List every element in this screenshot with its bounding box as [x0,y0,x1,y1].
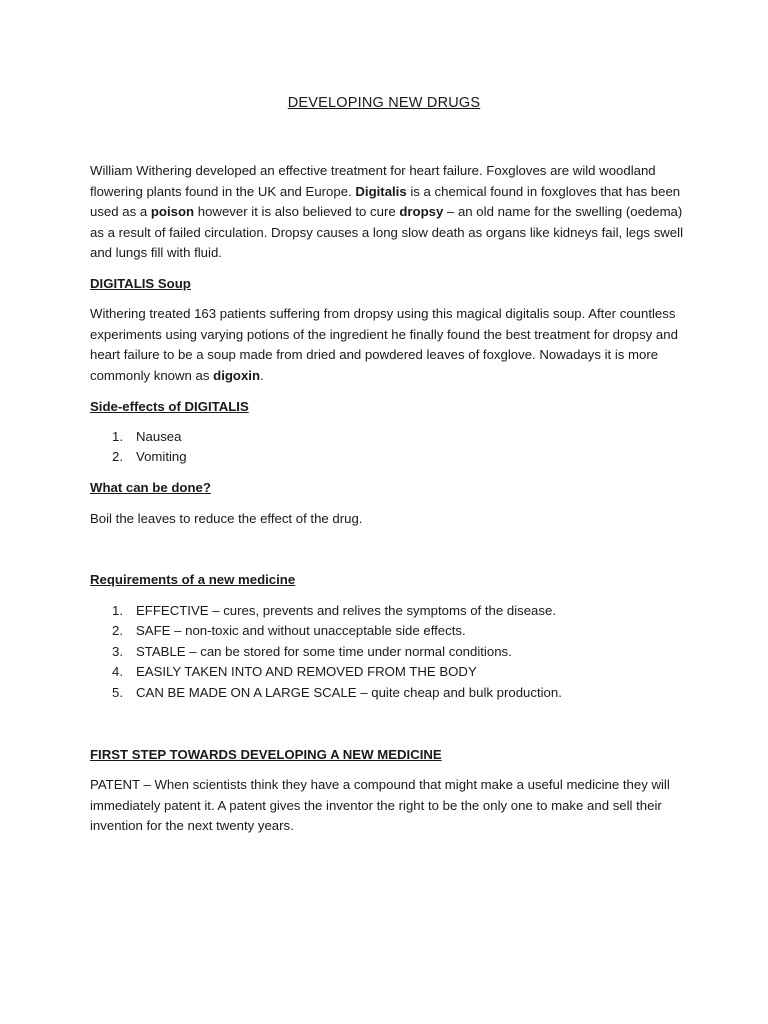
list-number: 3. [112,643,123,659]
list-text: EFFECTIVE – cures, prevents and relives the symptoms of the disease. [136,603,556,618]
requirements-list-wrap [90,601,690,703]
soup-heading-wrap [90,274,690,294]
first-step-heading: FIRST STEP TOWARDS DEVELOPING A NEW MEDICINE [90,747,442,762]
list-number: 1. [112,603,123,618]
list-number: 4. [112,664,123,680]
intro-text-3: however it is also believed to cure [194,204,400,220]
intro-section [90,161,690,264]
list-number: 5. [112,684,123,700]
requirements-heading-wrap [90,570,690,590]
soup-bold-digoxin: digoxin [213,367,261,383]
what-done-section [90,509,690,530]
intro-bold-dropsy: dropsy [399,204,444,220]
list-text: SAFE – non-toxic and without unacceptable side effects. [136,623,466,639]
side-effects-heading-wrap [90,397,690,417]
requirements-heading: Requirements of a new medicine [90,572,296,587]
intro-paragraph [90,161,690,264]
list-item [90,601,690,621]
page-title: DEVELOPING NEW DRUGS [287,95,481,111]
intro-text-4: – an old name for the swelling (oedema) as a result of failed circulation. Dropsy causes a long slow death as organs like kidneys fail, legs swell and lungs fill with fluid. [90,204,683,261]
side-effects-list-wrap [90,427,690,468]
list-number: 2. [112,449,123,465]
soup-heading: DIGITALIS Soup [90,276,191,291]
list-text: EASILY TAKEN INTO AND REMOVED FROM THE BODY [136,664,477,680]
soup-paragraph [90,304,690,386]
list-item [90,662,690,682]
list-text: Vomiting [136,449,187,465]
list-item [90,427,690,447]
list-item [90,621,690,641]
list-text: Nausea [136,429,182,444]
what-done-heading: What can be done? [90,480,211,495]
list-number: 1. [112,429,123,444]
list-item [90,642,690,662]
side-effects-list [90,427,690,468]
list-item [90,447,690,467]
list-item [90,683,690,703]
intro-text-2: is a chemical found in foxgloves that has been used as a [90,183,681,220]
side-effects-heading: Side-effects of DIGITALIS [90,399,249,414]
list-text: CAN BE MADE ON A LARGE SCALE – quite cheap and bulk production. [136,684,562,700]
intro-bold-digitalis: Digitalis [355,183,407,199]
what-done-text: Boil the leaves to reduce the effect of the drug. [90,511,363,526]
list-number: 2. [112,623,123,639]
requirements-list [90,601,690,703]
first-step-heading-wrap [90,745,690,765]
first-step-text: PATENT – When scientists think they have a compound that might make a useful medicine they will immediately patent it. A patent gives the inventor the right to be the only one to make and sell their invention for the next twenty years. [90,777,670,834]
soup-section [90,304,690,386]
intro-text-1: William Withering developed an effective treatment for heart failure. Foxgloves are wild woodland flowering plants found in the UK and Europe. [90,163,656,199]
list-text: STABLE – can be stored for some time under normal conditions. [136,643,512,659]
soup-text-1: Withering treated 163 patients suffering from dropsy using this magical digitalis soup. After countless experiments using varying potions of the ingredient he finally found the best treatment for dropsy and heart failure to be a soup made from dried and powdered leaves of foxglove. Nowadays it is more commonly known as [90,306,678,383]
soup-text-2: . [260,367,264,383]
what-done-heading-wrap [90,478,690,498]
intro-bold-poison: poison [150,204,195,220]
first-step-section [90,775,690,837]
